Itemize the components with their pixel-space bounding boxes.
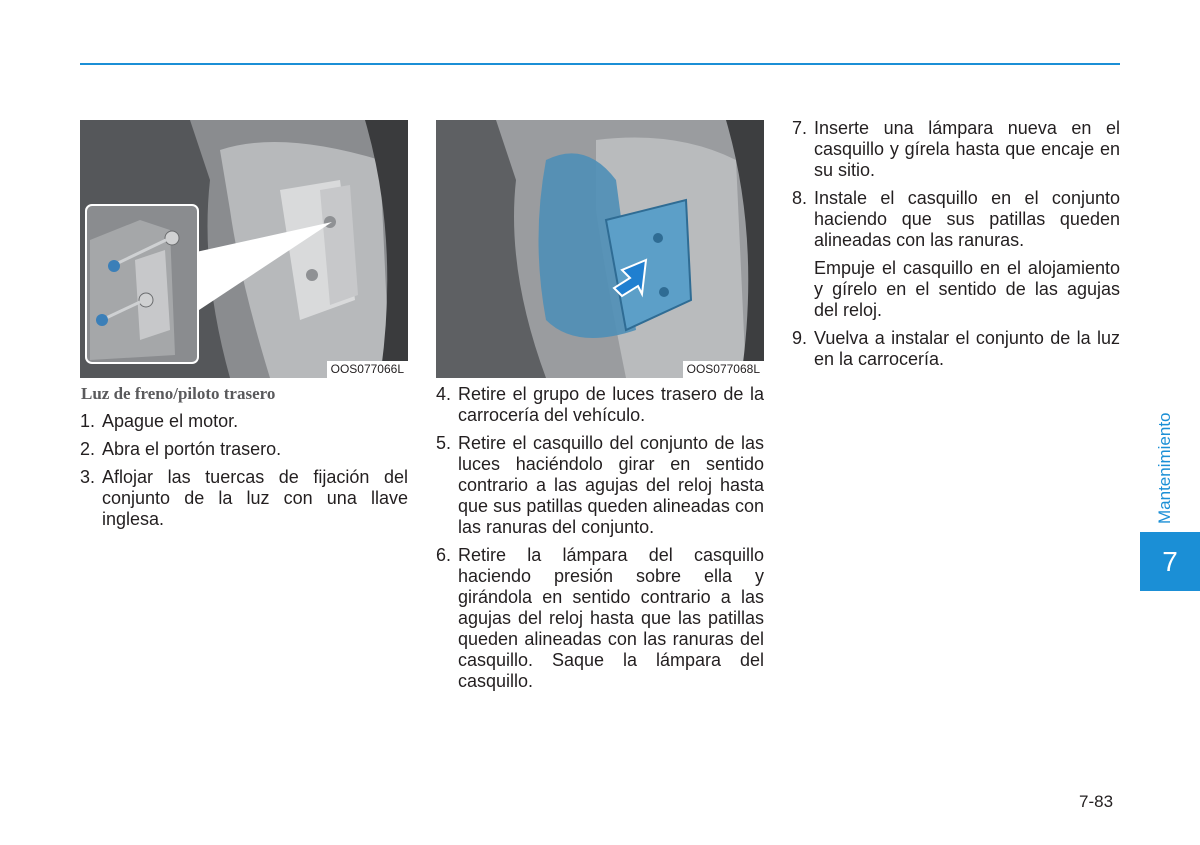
step-text: Retire el grupo de luces trasero de la carrocería del vehículo. — [458, 384, 764, 425]
figure-bulb-socket — [436, 120, 764, 378]
step-item — [436, 545, 764, 692]
illustration-bulb-socket — [436, 120, 764, 378]
step-number: 4. — [436, 384, 452, 404]
step-text: Inserte una lámpara nueva en el casquillo y gírela hasta que encaje en su sitio. — [814, 118, 1120, 180]
step-text: Retire el casquillo del conjunto de las luces haciéndolo girar en sentido contrario a las agujas del reloj hasta que sus patillas queden alineadas con las ranuras del conjunto. — [458, 433, 764, 537]
section-heading: Luz de freno/piloto trasero — [81, 384, 276, 403]
step-item — [80, 411, 408, 432]
step-number: 9. — [792, 328, 808, 348]
step-item — [792, 188, 1120, 251]
step-text: Apague el motor. — [102, 411, 239, 431]
step-item — [80, 439, 408, 460]
step-text: Instale el casquillo en el conjunto haciendo que sus patillas queden alineadas con las ranuras. — [814, 188, 1120, 250]
steps-column-3 — [792, 118, 1120, 377]
figure-code: OOS077066L — [327, 361, 408, 378]
step-number: 6. — [436, 545, 452, 565]
step-item — [792, 118, 1120, 181]
steps-column-2 — [436, 384, 764, 699]
step-item — [436, 433, 764, 538]
step-item — [436, 384, 764, 426]
step-text: Aflojar las tuercas de fijación del conjunto de la luz con una llave inglesa. — [102, 467, 408, 529]
steps-column-1 — [80, 411, 408, 537]
step-number: 3. — [80, 467, 96, 487]
step-number: 7. — [792, 118, 808, 138]
step-text: Abra el portón trasero. — [102, 439, 282, 459]
chapter-tab: 7 — [1140, 532, 1200, 591]
illustration-lamp-nuts — [80, 120, 408, 378]
step-text: Retire la lámpara del casquillo haciendo presión sobre ella y girándola en sentido contrario a las agujas del reloj hasta que las patillas queden alineadas con las ranuras del casquillo. Saque la lámpara del casquillo. — [458, 545, 764, 691]
step-note — [792, 258, 1120, 321]
step-item — [80, 467, 408, 530]
step-text: Vuelva a instalar el conjunto de la luz en la carrocería. — [814, 328, 1120, 369]
step-number: 1. — [80, 411, 96, 431]
step-number: 2. — [80, 439, 96, 459]
step-text: Empuje el casquillo en el alojamiento y gírelo en el sentido de las agujas del reloj. — [814, 258, 1120, 320]
header-rule — [80, 63, 1120, 65]
figure-code: OOS077068L — [683, 361, 764, 378]
step-number: 8. — [792, 188, 808, 208]
page-number: 7-83 — [1079, 792, 1114, 811]
chapter-side-label: Mantenimiento — [1155, 412, 1174, 524]
step-number: 5. — [436, 433, 452, 453]
figure-lamp-nuts — [80, 120, 408, 378]
step-item — [792, 328, 1120, 370]
